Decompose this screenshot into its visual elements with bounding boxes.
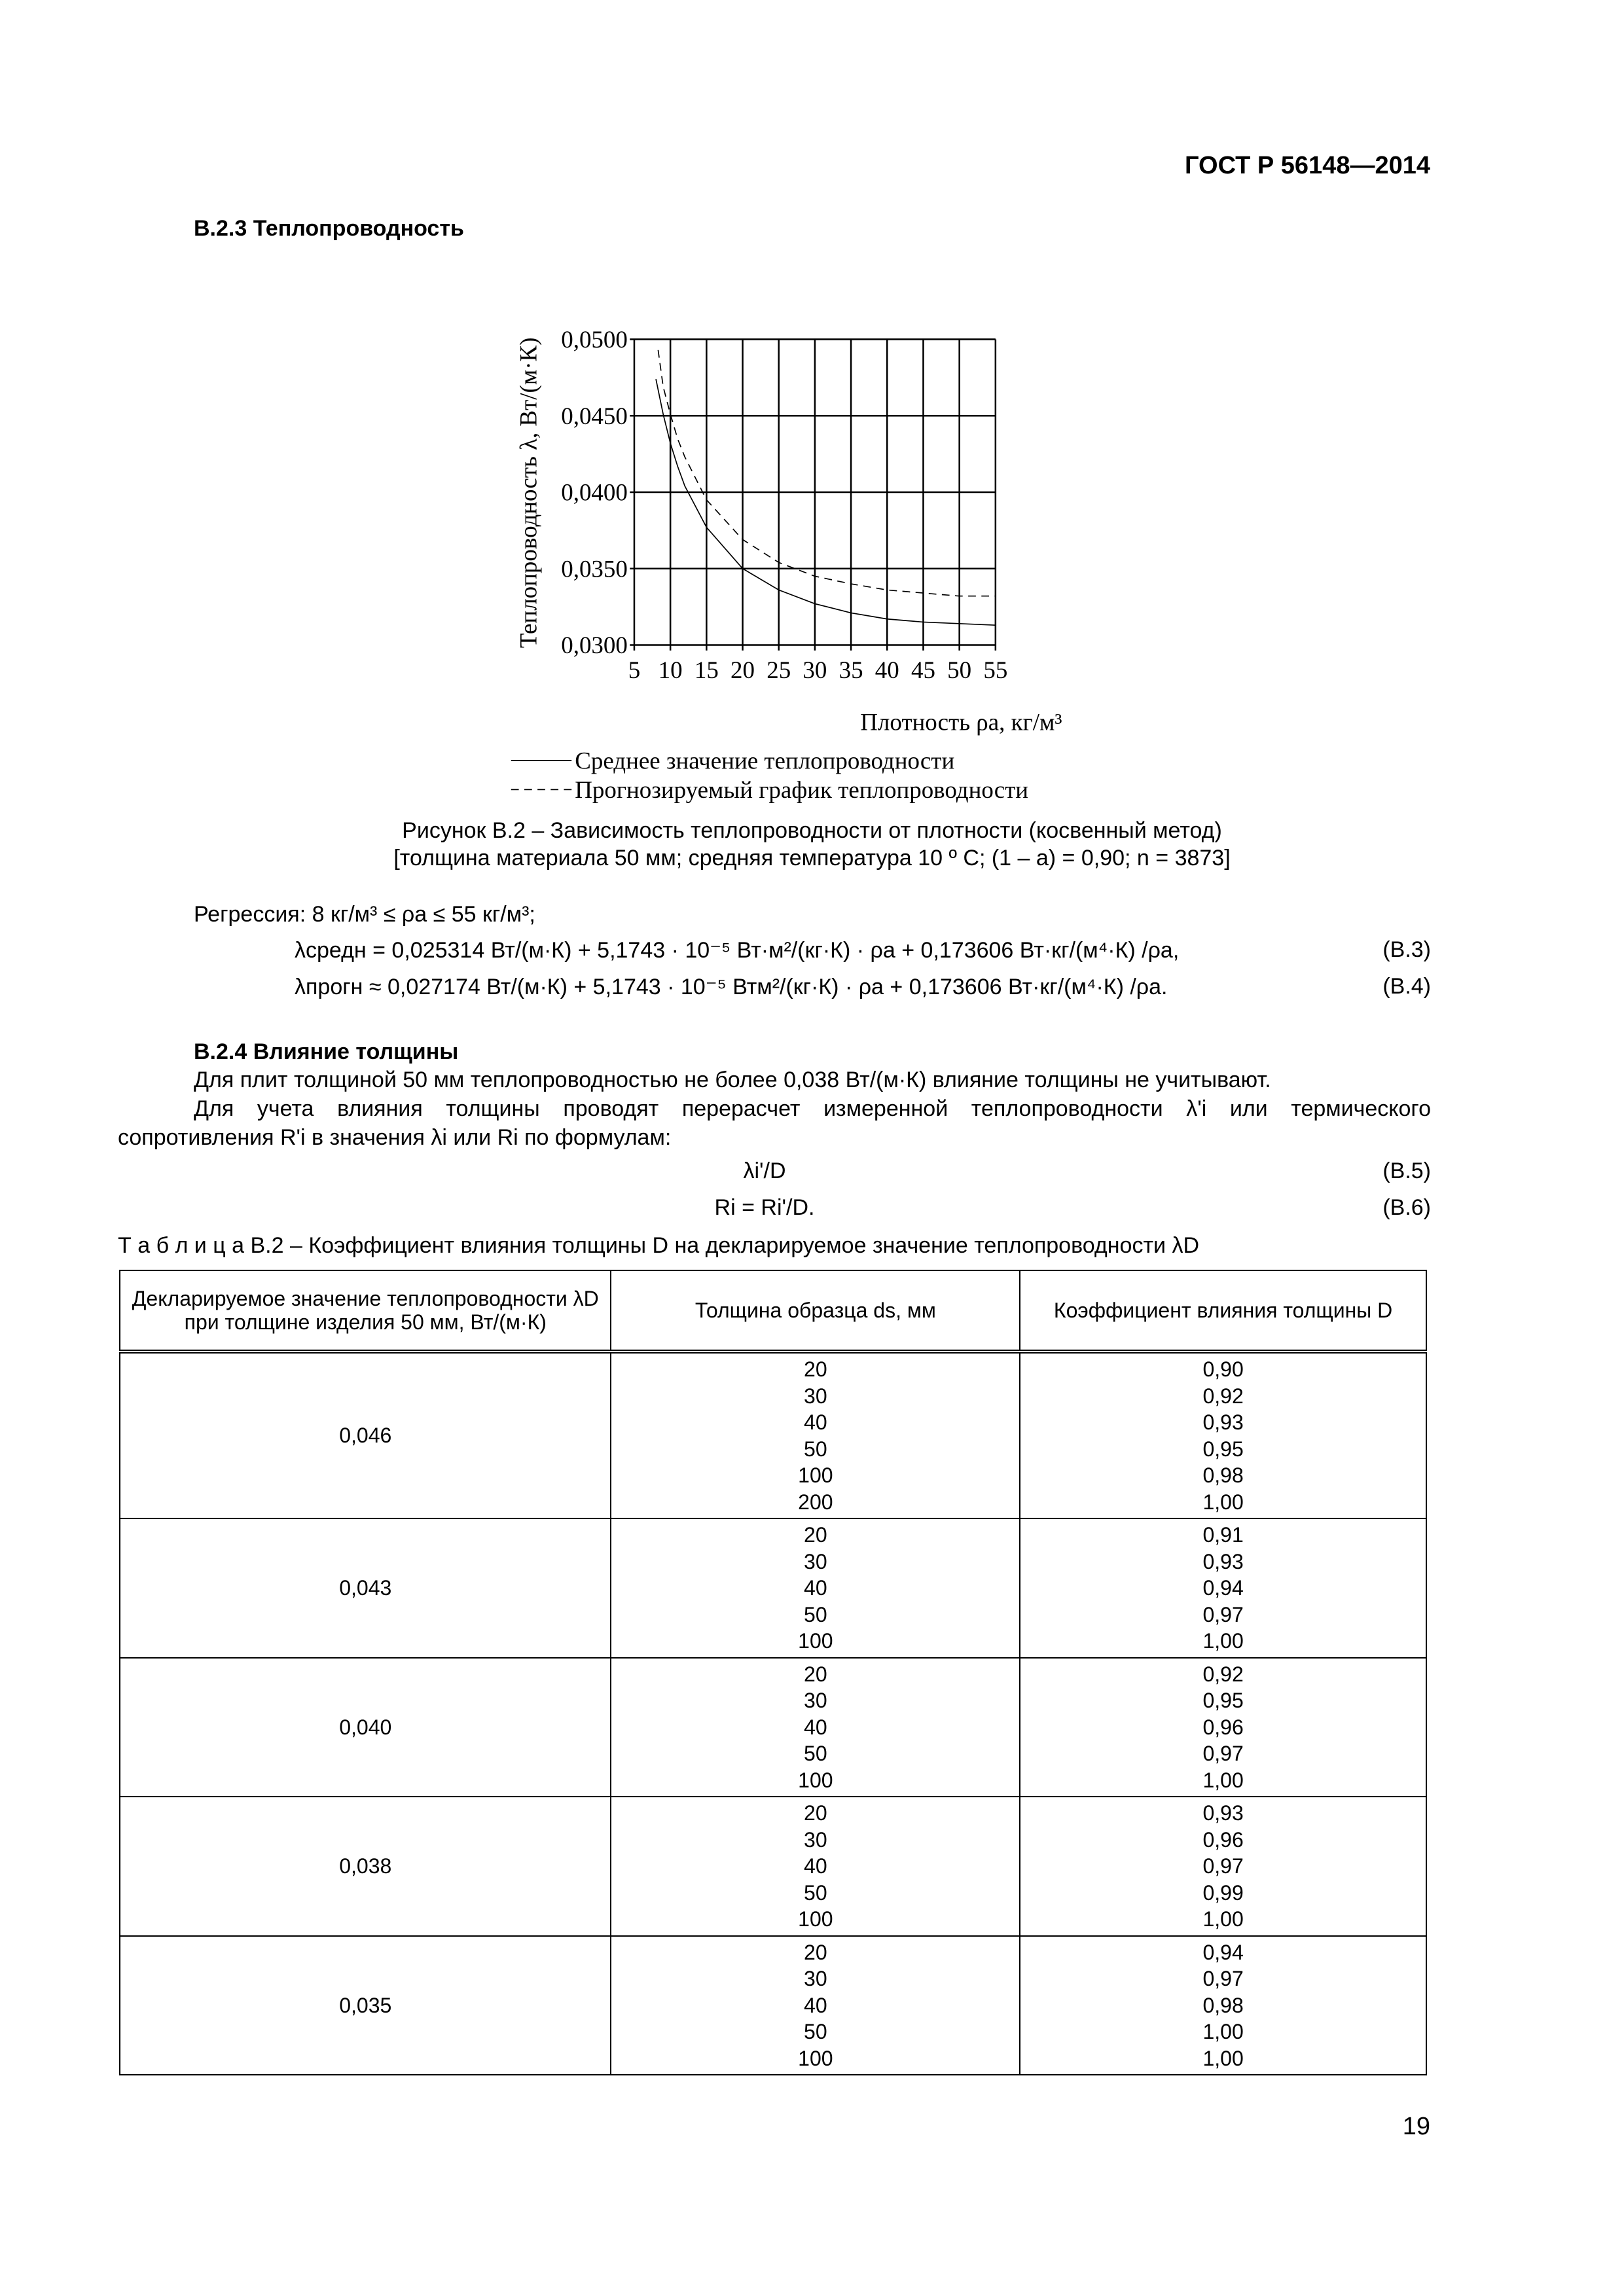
thickness-cell: 20 30 40 50 100 200 xyxy=(611,1352,1020,1518)
column-header-lambda: Декларируемое значение теплопроводности λD при толщине изделия 50 мм, Вт/(м·К) xyxy=(120,1270,611,1352)
y-tick-label: 0,0500 xyxy=(561,326,628,353)
equation-b5-formula: λi'/D xyxy=(743,1158,786,1183)
x-axis-label: Плотность ρa, кг/м³ xyxy=(860,708,1062,736)
table-row xyxy=(120,1518,1426,1658)
equation-b3-formula: λсредн = 0,025314 Вт/(м·К) + 5,1743 · 10⁻⁵ Вт·м²/(кг·К) · ρa + 0,173606 Вт·кг/(м⁴·К) /ρa, xyxy=(295,938,1180,963)
figure-caption xyxy=(0,817,1624,872)
equation-b3-number: (В.3) xyxy=(1382,937,1431,962)
y-tick-label: 0,0450 xyxy=(561,402,628,429)
figure-title: Рисунок В.2 – Зависимость теплопроводности от плотности (косвенный метод) xyxy=(402,818,1222,843)
paragraph-2: Для учета влияния толщины проводят перерасчет измеренной теплопроводности λ'i или термического xyxy=(194,1096,1431,1121)
lambda-cell: 0,043 xyxy=(120,1518,611,1658)
y-tick-label: 0,0300 xyxy=(561,632,628,659)
equation-b6-number: (В.6) xyxy=(1382,1195,1431,1220)
x-tick-label: 5 xyxy=(628,656,641,683)
coefficient-cell: 0,91 0,93 0,94 0,97 1,00 xyxy=(1020,1518,1426,1658)
coefficient-cell: 0,94 0,97 0,98 1,00 1,00 xyxy=(1020,1936,1426,2075)
column-header-thickness: Толщина образца ds, мм xyxy=(611,1270,1020,1352)
equation-b5-number: (В.5) xyxy=(1382,1158,1431,1183)
equation-b6-formula: Ri = Ri'/D. xyxy=(714,1195,815,1220)
lambda-cell: 0,035 xyxy=(120,1936,611,2075)
paragraph-1: Для плит толщиной 50 мм теплопроводностью не более 0,038 Вт/(м·К) влияние толщины не учитывают. xyxy=(194,1067,1271,1092)
x-tick-label: 15 xyxy=(694,656,719,683)
legend-entry: Прогнозируемый график теплопроводности xyxy=(575,776,1029,803)
x-tick-label: 55 xyxy=(983,656,1008,683)
x-tick-label: 20 xyxy=(731,656,755,683)
lambda-cell: 0,040 xyxy=(120,1658,611,1797)
coefficient-cell: 0,90 0,92 0,93 0,95 0,98 1,00 xyxy=(1020,1352,1426,1518)
coefficient-cell: 0,93 0,96 0,97 0,99 1,00 xyxy=(1020,1797,1426,1936)
equation-b4-number: (В.4) xyxy=(1382,974,1431,999)
x-tick-label: 30 xyxy=(803,656,827,683)
figure-note: [толщина материала 50 мм; средняя температура 10 º С; (1 – a) = 0,90; n = 3873] xyxy=(393,846,1231,870)
table-row xyxy=(120,1658,1426,1797)
y-tick-label: 0,0400 xyxy=(561,478,628,506)
y-tick-label: 0,0350 xyxy=(561,555,628,583)
x-tick-label: 35 xyxy=(839,656,863,683)
table-row xyxy=(120,1352,1426,1518)
table-row xyxy=(120,1797,1426,1936)
lambda-cell: 0,038 xyxy=(120,1797,611,1936)
x-tick-label: 45 xyxy=(911,656,935,683)
forecast-series-line xyxy=(658,350,995,596)
table-caption: Т а б л и ц а В.2 – Коэффициент влияния толщины D на декларируемое значение теплопроводности λD xyxy=(118,1233,1200,1258)
y-axis-label: Теплопроводность λ, Вт/(м·К) xyxy=(514,337,542,649)
equation-b4-formula: λпрогн ≈ 0,027174 Вт/(м·К) + 5,1743 · 10⁻⁵ Втм²/(кг·К) · ρa + 0,173606 Вт·кг/(м⁴·К) /ρa. xyxy=(295,975,1168,999)
coefficient-cell: 0,92 0,95 0,96 0,97 1,00 xyxy=(1020,1658,1426,1797)
x-tick-label: 10 xyxy=(658,656,683,683)
legend-entry: Среднее значение теплопроводности xyxy=(575,747,955,774)
thickness-cell: 20 30 40 50 100 xyxy=(611,1936,1020,2075)
regression-range: Регрессия: 8 кг/м³ ≤ ρa ≤ 55 кг/м³; xyxy=(194,902,535,927)
x-tick-label: 25 xyxy=(767,656,791,683)
x-tick-label: 40 xyxy=(875,656,899,683)
thickness-cell: 20 30 40 50 100 xyxy=(611,1797,1020,1936)
thickness-coefficient-table xyxy=(119,1270,1427,2075)
lambda-cell: 0,046 xyxy=(120,1352,611,1518)
column-header-coefficient: Коэффициент влияния толщины D xyxy=(1020,1270,1426,1352)
thickness-cell: 20 30 40 50 100 xyxy=(611,1518,1020,1658)
page-number: 19 xyxy=(1402,2113,1430,2140)
section-heading-b23: В.2.3 Теплопроводность xyxy=(194,216,464,241)
thickness-cell: 20 30 40 50 100 xyxy=(611,1658,1020,1797)
table-row xyxy=(120,1936,1426,2075)
paragraph-3: сопротивления R'i в значения λi или Ri по формулам: xyxy=(118,1125,672,1150)
x-tick-label: 50 xyxy=(947,656,972,683)
thermal-conductivity-chart xyxy=(452,262,1126,812)
section-heading-b24: В.2.4 Влияние толщины xyxy=(194,1039,459,1064)
document-id: ГОСТ Р 56148—2014 xyxy=(1185,152,1430,179)
